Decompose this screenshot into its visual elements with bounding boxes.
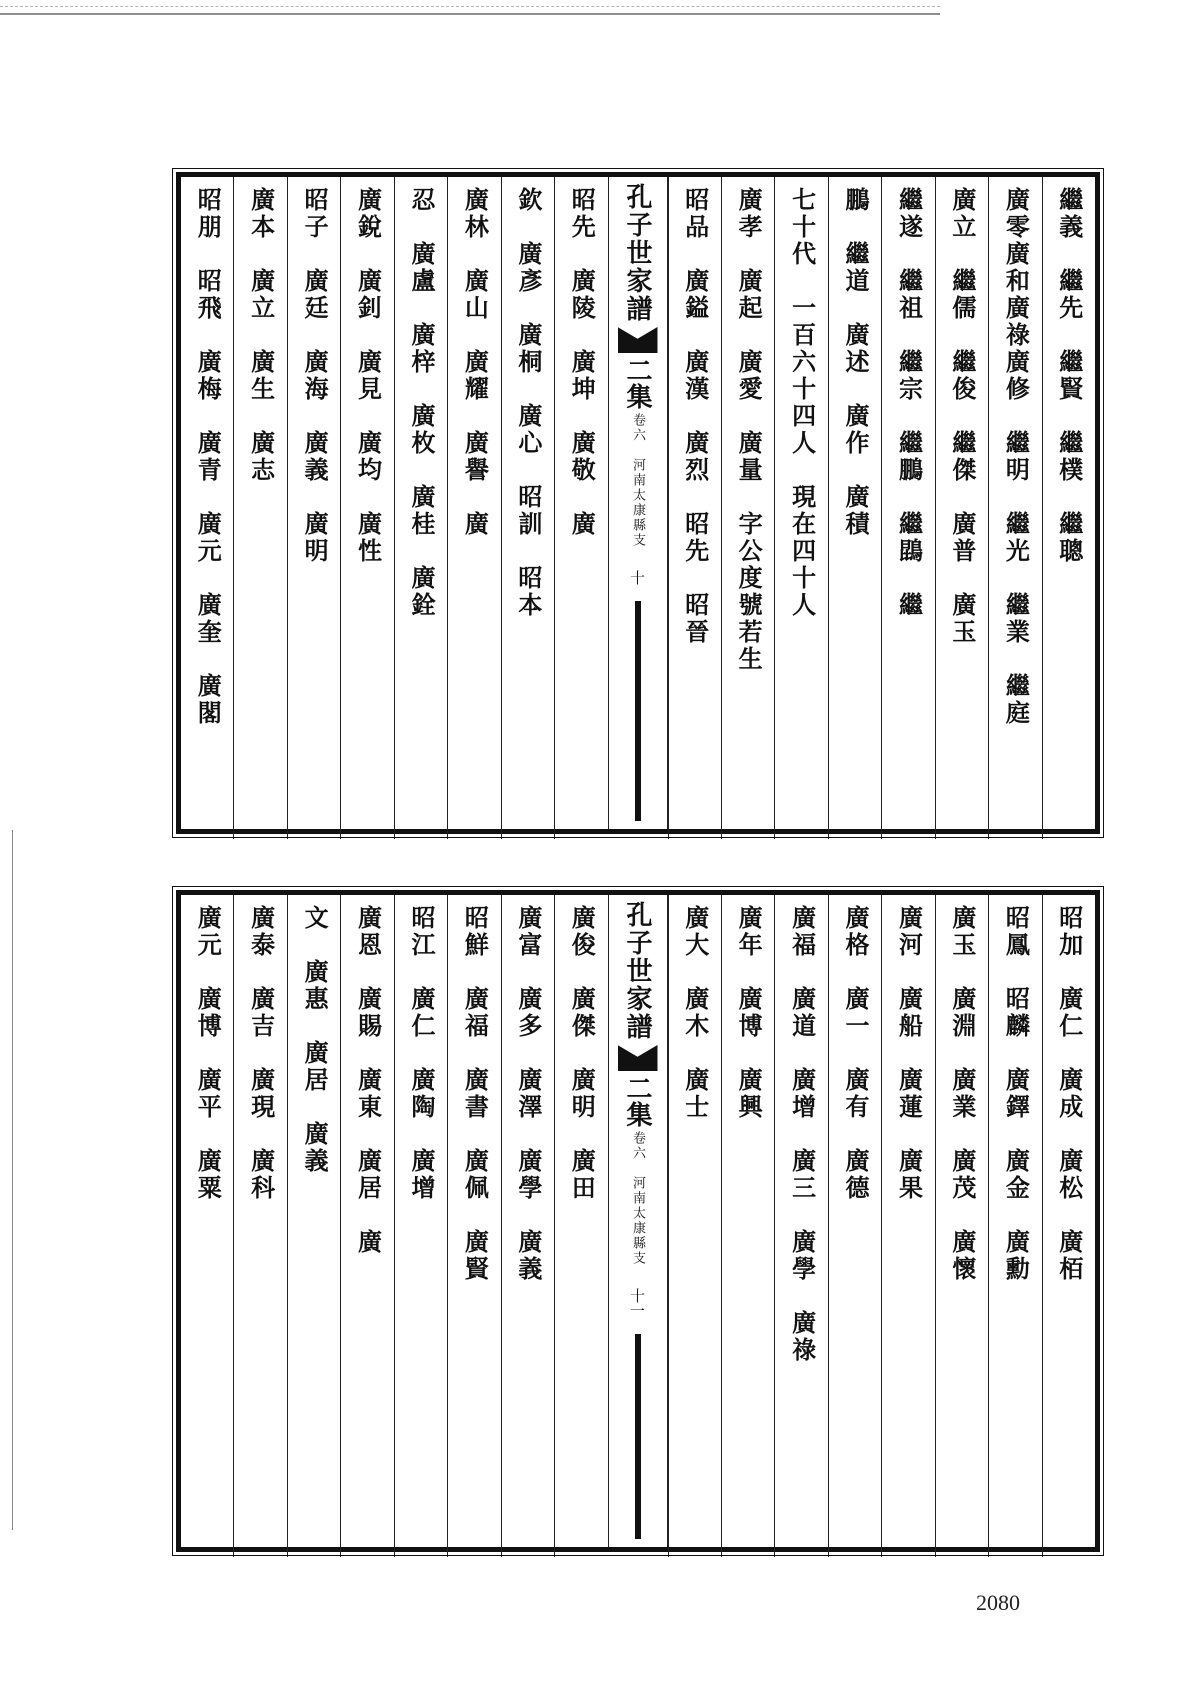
text-column: 廣本 廣立 廣生 廣志	[233, 177, 286, 839]
center-bar	[635, 601, 641, 821]
center-fold-column	[608, 177, 668, 829]
book-part: 二集	[622, 357, 652, 409]
text-column: 廣年 廣博 廣興	[721, 895, 774, 1557]
text-column: 昭鮮 廣福 廣書 廣佩 廣賢	[447, 895, 500, 1557]
text-column: 昭品 廣鎰 廣漢 廣烈 昭先 昭晉	[668, 177, 721, 839]
text-column: 廣富 廣多 廣澤 廣學 廣義	[501, 895, 554, 1557]
book-part: 二集	[622, 1075, 652, 1127]
text-column: 昭鳳 昭麟 廣鐸 廣金 廣勳	[988, 895, 1041, 1557]
fishtail-mark-icon	[618, 1045, 658, 1071]
text-column: 廣孝 廣起 廣愛 廣量 字公度號若生	[721, 177, 774, 839]
genealogy-panel-upper	[176, 172, 1100, 834]
text-column: 昭先 廣陵 廣坤 廣敬 廣	[554, 177, 607, 839]
text-column: 廣泰 廣吉 廣現 廣科	[233, 895, 286, 1557]
section-label: 卷六 河南太康縣支	[630, 413, 645, 548]
section-label: 卷六 河南太康縣支	[630, 1131, 645, 1266]
text-column: 鵬 繼道 廣述 廣作 廣積	[828, 177, 881, 839]
folio-number: 十一	[628, 1288, 646, 1318]
center-fold-column	[608, 895, 668, 1547]
text-column: 廣林 廣山 廣耀 廣譽 廣	[447, 177, 500, 839]
text-column: 昭子 廣廷 廣海 廣義 廣明	[287, 177, 340, 839]
text-column: 廣立 繼儒 繼俊 繼傑 廣普 廣玉	[935, 177, 988, 839]
book-title: 孔子世家譜	[622, 183, 652, 323]
text-column: 廣玉 廣淵 廣業 廣茂 廣懷	[935, 895, 988, 1557]
text-column: 廣恩 廣賜 廣東 廣居 廣	[340, 895, 393, 1557]
scan-edge-top	[0, 6, 940, 15]
fishtail-mark-icon	[618, 327, 658, 353]
text-column: 忍 廣盧 廣梓 廣枚 廣桂 廣銓	[394, 177, 447, 839]
text-column: 文 廣惠 廣居 廣義	[287, 895, 340, 1557]
generation-heading-column: 七十代 一百六十四人 現在四十人	[774, 177, 827, 839]
center-bar	[635, 1334, 641, 1539]
text-column: 廣河 廣船 廣蓮 廣果	[881, 895, 934, 1557]
text-column: 廣大 廣木 廣士	[668, 895, 721, 1557]
text-column: 廣俊 廣傑 廣明 廣田	[554, 895, 607, 1557]
text-column: 昭加 廣仁 廣成 廣松 廣栢	[1042, 895, 1095, 1557]
text-column: 昭江 廣仁 廣陶 廣增	[394, 895, 447, 1557]
genealogy-panel-lower	[176, 890, 1100, 1552]
book-title: 孔子世家譜	[622, 901, 652, 1041]
text-column: 廣格 廣一 廣有 廣德	[828, 895, 881, 1557]
text-column: 昭朋 昭飛 廣梅 廣青 廣元 廣奎 廣閣	[193, 187, 223, 727]
text-column: 廣福 廣道 廣增 廣三 廣學 廣祿	[774, 895, 827, 1557]
text-column: 繼義 繼先 繼賢 繼樸 繼聰	[1042, 177, 1095, 839]
text-column: 廣元 廣博 廣平 廣粟	[193, 905, 223, 1202]
page-number: 2080	[976, 1590, 1020, 1615]
text-column: 欽 廣彥 廣桐 廣心 昭訓 昭本	[501, 177, 554, 839]
text-column: 繼遂 繼祖 繼宗 繼鵬 繼鵾 繼	[881, 177, 934, 839]
text-column: 廣零廣和廣祿廣修 繼明 繼光 繼業 繼庭	[988, 177, 1041, 839]
folio-number: 十	[628, 570, 646, 585]
text-column: 廣銳 廣釗 廣見 廣均 廣性	[340, 177, 393, 839]
scan-edge-left	[12, 830, 13, 1530]
